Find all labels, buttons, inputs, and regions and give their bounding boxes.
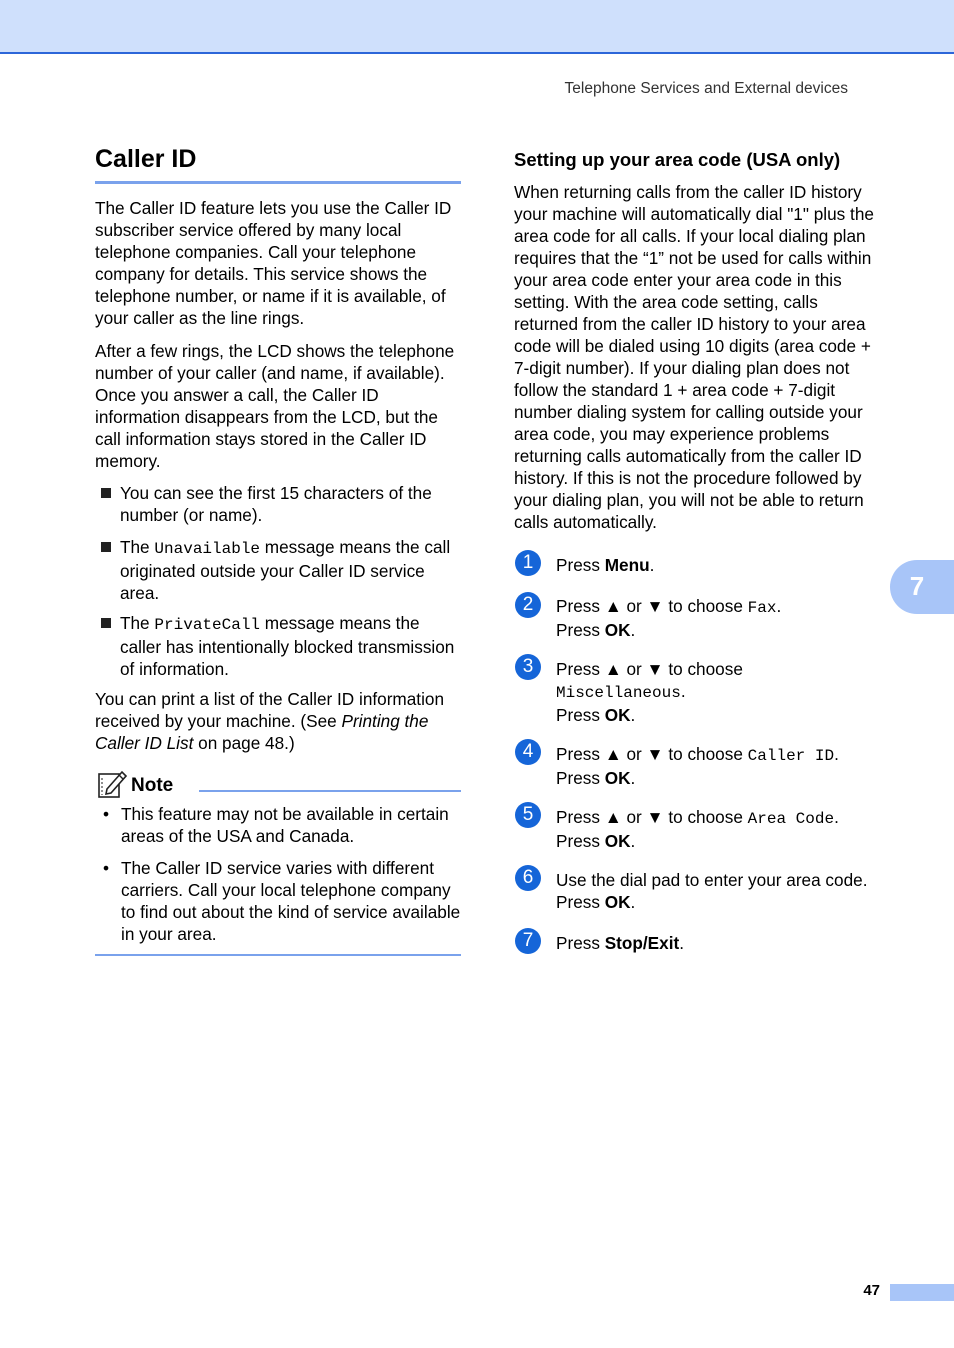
step-number-7: 7 bbox=[515, 928, 541, 954]
note-item: This feature may not be available in certain areas of the USA and Canada. bbox=[121, 804, 449, 846]
section-title: Caller ID bbox=[95, 145, 197, 173]
note-bullet: • bbox=[103, 804, 110, 824]
page-number: 47 bbox=[863, 1282, 880, 1299]
note-title: Note bbox=[131, 775, 174, 796]
lcd-paragraph: After a few rings, the LCD shows the telephone number of your caller (and name, if available). Once you answer a call, the Caller ID information disappears from the LCD, but the call information stays stored in the Caller ID memory. bbox=[95, 341, 455, 471]
bullet-square bbox=[101, 618, 111, 628]
step-instruction: Press ▲ or ▼ to choose Caller ID. Press OK. bbox=[556, 744, 839, 788]
note-bullet: • bbox=[103, 858, 110, 878]
bullet-square bbox=[101, 488, 111, 498]
note-top-rule bbox=[199, 790, 461, 792]
ok-key: OK bbox=[604, 892, 631, 912]
step-instruction: Use the dial pad to enter your area code. Press OK. bbox=[556, 870, 868, 912]
step-instruction: Press ▲ or ▼ to choose Miscellaneous. Press OK. bbox=[556, 659, 743, 725]
step-number-4: 4 bbox=[515, 739, 541, 765]
step-instruction: Press ▲ or ▼ to choose Area Code. Press OK. bbox=[556, 807, 839, 851]
note-bottom-rule bbox=[95, 954, 461, 956]
step-number-5: 5 bbox=[515, 802, 541, 828]
bullet-square bbox=[101, 542, 111, 552]
stop-exit-key: Stop/Exit bbox=[604, 933, 680, 953]
print-list-paragraph: You can print a list of the Caller ID information received by your machine. (See Printing the Caller ID List on page 48.) bbox=[95, 689, 445, 753]
bullet-text: You can see the first 15 characters of the number (or name). bbox=[120, 483, 432, 525]
running-header: Telephone Services and External devices bbox=[564, 80, 848, 97]
ok-key: OK bbox=[604, 768, 631, 788]
header-band bbox=[0, 0, 954, 54]
note-icon bbox=[97, 769, 127, 799]
bullet-text: The PrivateCall message means the caller has intentionally blocked transmission of information. bbox=[120, 613, 455, 679]
footer-tab bbox=[890, 1284, 954, 1301]
subsection-heading: Setting up your area code (USA only) bbox=[514, 149, 841, 170]
cross-reference-link[interactable]: Printing the Caller ID List bbox=[95, 711, 429, 753]
step-instruction: Press Menu. bbox=[556, 555, 655, 575]
step-instruction: Press ▲ or ▼ to choose Fax. Press OK. bbox=[556, 596, 782, 640]
step-number-6: 6 bbox=[515, 865, 541, 891]
ok-key: OK bbox=[604, 705, 631, 725]
chapter-tab: 7 bbox=[890, 560, 954, 614]
intro-paragraph: The Caller ID feature lets you use the Caller ID subscriber service offered by many local telephone companies. Call your telephone company for details. This service shows the telephone number, or name if it is available, of your caller as the line rings. bbox=[95, 198, 452, 328]
lcd-message-privatecall: PrivateCall bbox=[154, 616, 261, 634]
lcd-message-unavailable: Unavailable bbox=[154, 540, 261, 558]
title-underline bbox=[95, 181, 461, 184]
step-number-1: 1 bbox=[515, 550, 541, 576]
step-number-3: 3 bbox=[515, 654, 541, 680]
bullet-text: The Unavailable message means the call originated outside your Caller ID service area. bbox=[120, 537, 451, 603]
ok-key: OK bbox=[604, 620, 631, 640]
menu-key: Menu bbox=[604, 555, 650, 575]
area-code-paragraph: When returning calls from the caller ID history your machine will automatically dial "1" plus the area code for all calls. If your local dialing plan requires that the “1” not be used for calls within your area code enter your area code in this setting. With the area code setting, calls returned from the caller ID history to your area code will be dialed using 10 digits (area code + 7-digit number). If your dialing plan does not follow the standard 1 + area code + 7-digit number dialing system for calling outside your area code, you may experience problems returning calls automatically from the caller ID history. If this is not the procedure followed by your dialing plan, you will not be able to return calls automatically. bbox=[514, 182, 874, 532]
step-number-2: 2 bbox=[515, 592, 541, 618]
note-item: The Caller ID service varies with different carriers. Call your local telephone company to find out about the kind of service available in your area. bbox=[121, 858, 461, 944]
ok-key: OK bbox=[604, 831, 631, 851]
step-instruction: Press Stop/Exit. bbox=[556, 933, 684, 953]
